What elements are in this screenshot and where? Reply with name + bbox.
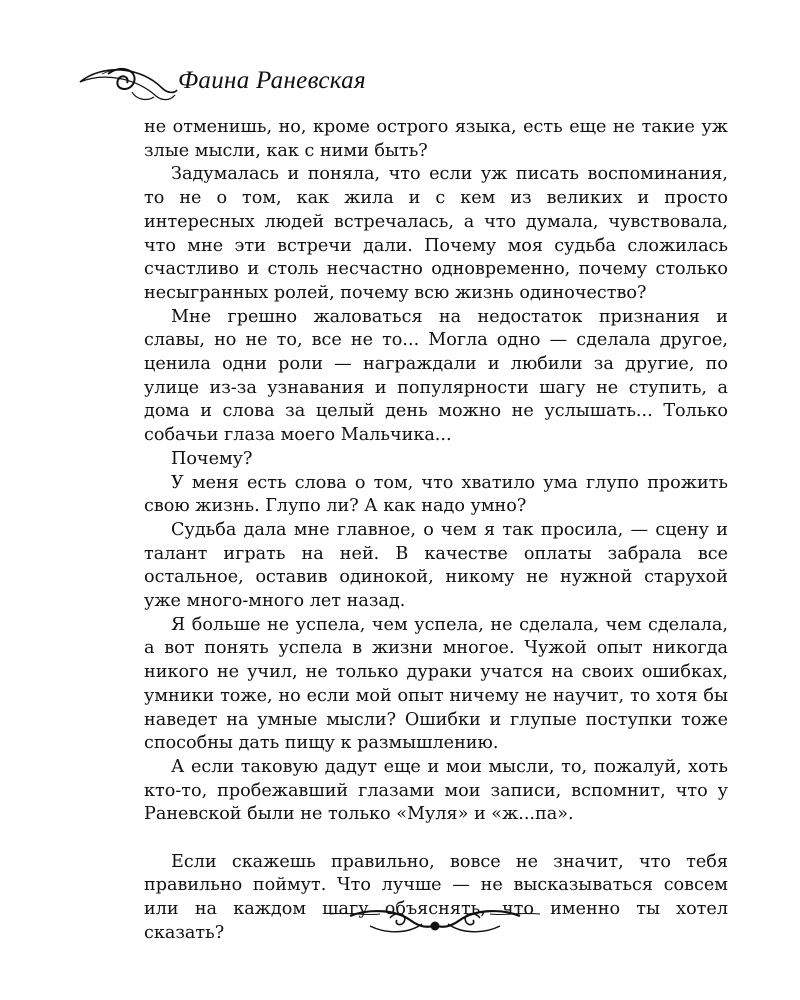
paragraph: У меня есть слова о том, что хватило ума глупо прожить свою жизнь. Глупо ли? А как надо умно? [144, 472, 728, 517]
paragraph: Судьба дала мне главное, о чем я так просила, — сцену и талант играть на ней. В качестве оплаты забрала все остальное, оставив одинокой, никому не нужной старухой уже много-много лет назад. [144, 519, 728, 612]
paragraph: Мне грешно жаловаться на недостаток признания и славы, но не то, все не то... Могла одно — сделала другое, ценила одни роли — награждали и любили за другие, по улице из-за узнавания и популярности шагу не ступить, а дома и слова за целый день можно не услышать... Только собачьи глаза моего Мальчика... [144, 306, 728, 446]
divider-ornament-icon [330, 904, 540, 938]
page-header [78, 60, 498, 110]
body-text [144, 116, 728, 946]
paragraph: не отменишь, но, кроме острого языка, есть еще не такие уж злые мысли, как с ними быть? [144, 117, 728, 161]
paragraph: Я больше не успела, чем успела, не сделала, чем сделала, а вот понять успела в жизни многое. Чужой опыт никогда никого не учил, не только дураки учатся на своих ошибках, умники тоже, но если мой опыт ничему не научит, то хотя бы наведет на умные мысли? Ошибки и глупые поступки тоже способны дать пищу к размышлению. [144, 614, 728, 754]
flourish-ornament-icon [78, 60, 178, 110]
running-head: Фаина Раневская [178, 67, 366, 94]
paragraph: А если таковую дадут еще и мои мысли, то, пожалуй, хоть кто-то, пробежавший глазами мои записи, вспомнит, что у Раневской были не только «Муля» и «ж...па». [144, 756, 728, 825]
paragraph: Почему? [171, 448, 253, 469]
aphorism-paragraph: Если скажешь правильно, вовсе не значит, что тебя правильно поймут. Что лучше — не высказываться совсем или на каждом шагу объяснять, что именно ты хотел сказать? [144, 851, 728, 943]
paragraph: Задумалась и поняла, что если уж писать воспоминания, то не о том, как жила и с кем из великих и просто интересных людей встречалась, а что думала, чувствовала, что мне эти встречи дали. Почему моя судьба сложилась счастливо и столь несчастно одновременно, почему столько несыгранных ролей, почему всю жизнь одиночество? [144, 164, 728, 303]
